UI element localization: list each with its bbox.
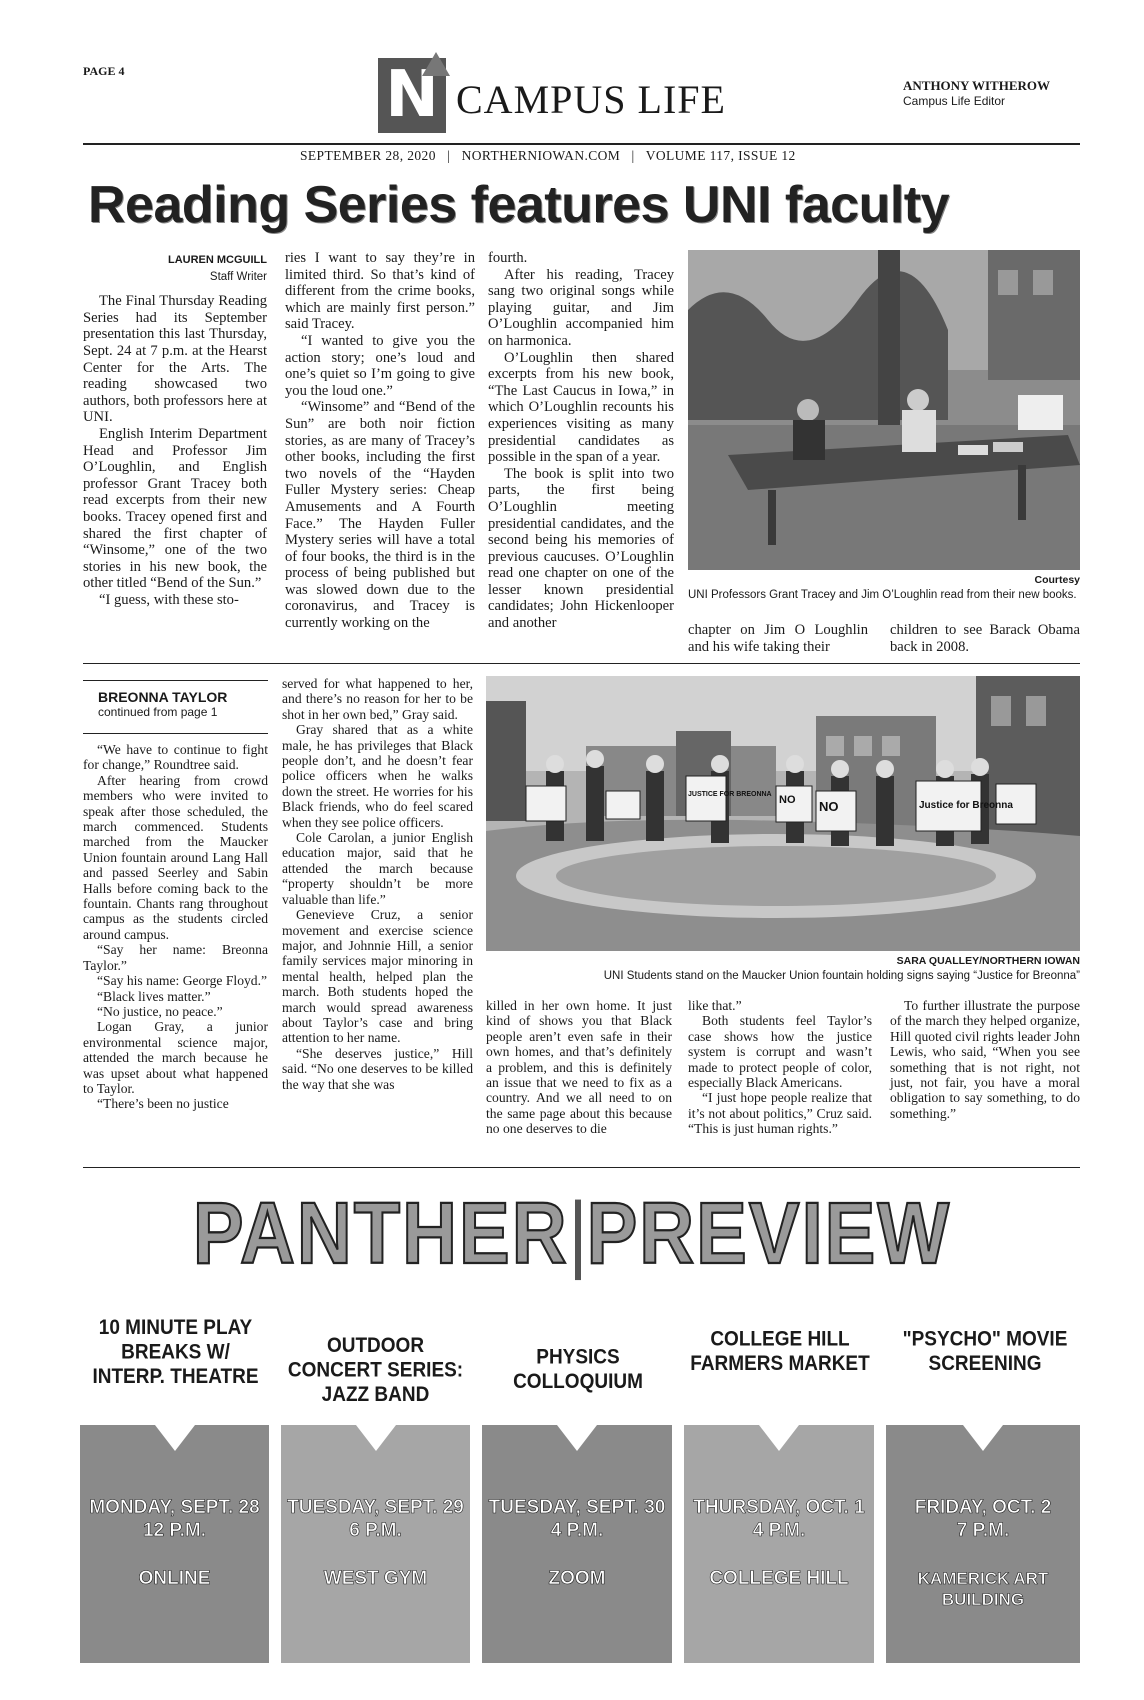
- editor-name: ANTHONY WITHEROW: [903, 78, 1050, 93]
- story2-column-5: [890, 998, 1080, 1121]
- section-editor: [903, 78, 1050, 108]
- paragraph: To further illustrate the purpose of the march they helped organize, Hill quoted civil rights leader John Lewis, who said, “When you see something that is not right, not just, not fair, you have a moral obligation to say something, to do something.”: [890, 998, 1080, 1121]
- photo-credit: SARA QUALLEY/NORTHERN IOWAN: [896, 955, 1080, 967]
- paragraph: “I wanted to give you the action story; one’s loud and one’s quiet so I’m going to give you the loud one.”: [285, 332, 475, 399]
- story1-column-2: [285, 250, 475, 632]
- paragraph: “She deserves justice,” Hill said. “No one deserves to be killed the way that she was: [282, 1045, 473, 1092]
- paragraph: Cole Carolan, a junior English education major, said that he attended the march because “property shouldn’t be more valuable than life.”: [282, 830, 473, 907]
- sign-text: Justice for Breonna: [919, 800, 1013, 811]
- photo-caption: UNI Professors Grant Tracey and Jim O’Loughlin read from their new books.: [688, 589, 1077, 601]
- kicker-rule: [83, 733, 268, 734]
- event-time: 12 P.M.: [142, 1520, 207, 1541]
- northern-iowan-logo: N: [378, 58, 446, 133]
- sign-text: JUSTICE FOR BREONNA: [688, 791, 772, 798]
- event-title: OUTDOOR CONCERT SERIES: JAZZ BAND: [287, 1334, 464, 1407]
- event-title: COLLEGE HILL FARMERS MARKET: [690, 1327, 870, 1376]
- event-card: [281, 1425, 470, 1663]
- event-day: TUESDAY, SEPT. 29: [287, 1497, 464, 1518]
- byline-role: Staff Writer: [209, 270, 267, 283]
- event-card: [684, 1425, 874, 1663]
- event-place: COLLEGE HILL: [709, 1568, 849, 1589]
- march-photo: [486, 676, 1080, 951]
- story1-column-1: [83, 252, 267, 608]
- paragraph: children to see Barack Obama back in 2008.: [890, 622, 1080, 655]
- event-card: [80, 1425, 269, 1663]
- paragraph: Gray shared that as a white male, he has privileges that Black people don’t, and he doesn’t fear police officers when he walks down the street. He worries for his Black friends, who do feel scared when they see police officers.: [282, 722, 473, 830]
- panther-preview-title: [0, 1183, 1144, 1283]
- dateline: SEPTEMBER 28, 2020 | NORTHERNIOWAN.COM | VOLUME 117, ISSUE 12: [300, 148, 796, 163]
- page-number: PAGE 4: [83, 64, 125, 78]
- event-day: FRIDAY, OCT. 2: [914, 1497, 1052, 1518]
- event-card: [886, 1425, 1080, 1663]
- event-day: MONDAY, SEPT. 28: [89, 1497, 260, 1518]
- event-day: THURSDAY, OCT. 1: [693, 1497, 865, 1518]
- photo-caption: UNI Students stand on the Maucker Union fountain holding signs saying “Justice for Breonna”: [603, 970, 1080, 982]
- paragraph: served for what happened to her, and there’s no reason for her to be shot in her own bed,” Gray said.: [282, 676, 473, 722]
- event-place: KAMERICK ART BUILDING: [917, 1569, 1049, 1609]
- story-divider: [83, 663, 1080, 664]
- editor-role: Campus Life Editor: [903, 94, 1006, 108]
- story2-column-3: [486, 998, 672, 1137]
- logo-arrow-icon: [422, 52, 450, 76]
- paragraph: “I guess, with these sto-: [99, 591, 239, 608]
- card-notch: [155, 1425, 195, 1451]
- paragraph: chapter on Jim O Loughlin and his wife taking their: [688, 622, 868, 655]
- event-title: 10 MINUTE PLAY BREAKS W/ INTERP. THEATRE: [92, 1316, 259, 1389]
- photo-illustration: [486, 676, 1080, 951]
- paragraph: “There’s been no justice: [97, 1096, 229, 1112]
- event-time: 4 P.M.: [550, 1520, 604, 1541]
- sign-text: NO: [819, 799, 839, 814]
- paragraph: “Winsome” and “Bend of the Sun” are both noir fiction stories, as are many of Tracey’s other books, including the first two novels of the “Hayden Fuller Mystery series: Cheap Amusements and A Fourth Face.” The Hayden Fuller Mystery series will have a total of four books, the third is in the process of being published but was slowed down due to the coronavirus, and Tracey is currently working on the: [285, 399, 475, 632]
- story1-column-4: [688, 622, 868, 655]
- paragraph: The Final Thursday Reading Series had its September presentation this last Thursday, Sept. 24 at 7 p.m. at the Hearst Center for the Arts. The reading showcased two authors, both professors here at UNI.: [83, 293, 267, 426]
- story2-column-1: [83, 742, 268, 1112]
- paragraph: Genevieve Cruz, a senior movement and exercise science major, and Johnnie Hill, a senior family services major minoring in mental health, helped plan the march. Both students hoped the march would spread awareness about Taylor’s case and bring attention to her name.: [282, 907, 473, 1046]
- paragraph: After hearing from crowd members who were invited to speak after those scheduled, the march commenced. Students marched from the Maucker Union fountain around Lang Hall and passed Seerley and Sabin Halls before coming back to the fountain. Chants rang throughout campus as the students circled around campus.: [83, 772, 268, 942]
- section-divider: [83, 1167, 1080, 1168]
- kicker-rule: [83, 680, 268, 681]
- kicker-title: BREONNA TAYLOR: [98, 689, 228, 705]
- story1-column-3: [488, 250, 674, 632]
- photo-credit: Courtesy: [1034, 574, 1080, 586]
- paragraph: English Interim Department Head and Professor Jim O’Loughlin, and English professor Grant Tracey both read excerpts from their new books. Tracey opened first and shared the first chapter of “Winsome,” one of the two stories in his new book, the other titled “Bend of the Sun.”: [83, 425, 267, 592]
- section-title: CAMPUS LIFE: [456, 77, 726, 122]
- paragraph: fourth.: [488, 250, 528, 266]
- event-title: PHYSICS COLLOQUIUM: [513, 1345, 643, 1394]
- section-masthead: [378, 58, 778, 138]
- story2-column-2: [282, 676, 473, 1092]
- continued-kicker: [83, 683, 268, 719]
- title-divider: [575, 1199, 581, 1280]
- paragraph: “Say his name: George Floyd.”: [97, 973, 268, 989]
- event-place: ONLINE: [138, 1568, 211, 1589]
- story2-column-4: [688, 998, 872, 1137]
- byline-author: LAUREN MCGUILL: [168, 254, 267, 266]
- card-notch: [963, 1425, 1003, 1451]
- event-time: 6 P.M.: [349, 1520, 402, 1541]
- title-right: PREVIEW: [586, 1184, 952, 1283]
- story1-column-5: [890, 622, 1080, 655]
- paragraph: O’Loughlin then shared excerpts from his new book, “The Last Caucus in Iowa,” in which O’Loughlin recounts his experiences visiting as many presidential candidates as possible in the span of a year.: [488, 349, 674, 466]
- card-notch: [557, 1425, 597, 1451]
- story-headline: Reading Series features UNI faculty: [88, 176, 950, 234]
- event-card: [482, 1425, 672, 1663]
- paragraph: killed in her own home. It just kind of shows you that Black people aren’t even safe in their own homes, and that’s definitely a problem, and this is definitely an issue that we need to fix as a country. And we all need to on the same page about this because no one deserves to die: [486, 998, 672, 1137]
- card-notch: [759, 1425, 799, 1451]
- paragraph: “Say her name: Breonna Taylor.”: [83, 942, 268, 973]
- title-left: PANTHER: [192, 1184, 569, 1283]
- card-notch: [356, 1425, 396, 1451]
- paragraph: Logan Gray, a junior environmental science major, attended the march because he was upset about what happened to Taylor.: [83, 1019, 268, 1096]
- paragraph: like that.”: [688, 998, 742, 1013]
- paragraph: ries I want to say they’re in limited third. So that’s kind of different from the crime books, which are mainly first person.” said Tracey.: [285, 250, 475, 333]
- reading-series-photo: [688, 250, 1080, 570]
- paragraph: Both students feel Taylor’s case shows how the justice system is corrupt and wasn’t made to protect people of color, especially Black Americans.: [688, 1013, 872, 1091]
- paragraph: The book is split into two parts, the first being O’Loughlin meeting presidential candidates, and the second being his memories of previous caucuses. O’Loughlin read one chapter on one of the lesser known presidential candidates; John Hickenlooper and another: [488, 465, 674, 632]
- event-time: 4 P.M.: [752, 1520, 806, 1541]
- event-place: ZOOM: [548, 1568, 606, 1589]
- paragraph: “No justice, no peace.”: [97, 1003, 223, 1019]
- paragraph: “I just hope people realize that it’s not about politics,” Cruz said. “This is just human rights.”: [688, 1090, 872, 1137]
- paragraph: “Black lives matter.”: [97, 988, 211, 1004]
- paragraph: After his reading, Tracey sang two original songs while playing guitar, and Jim O’Loughlin accompanied him on harmonica.: [488, 266, 674, 349]
- event-day: TUESDAY, SEPT. 30: [488, 1497, 666, 1518]
- kicker-continued: continued from page 1: [98, 705, 218, 719]
- event-place: WEST GYM: [323, 1568, 428, 1589]
- event-time: 7 P.M.: [956, 1520, 1010, 1541]
- photo-illustration: [688, 250, 1080, 570]
- header-rule: [83, 143, 1080, 145]
- byline: [83, 252, 267, 285]
- paragraph: “We have to continue to fight for change,” Roundtree said.: [83, 742, 268, 773]
- event-title: "PSYCHO" MOVIE SCREENING: [902, 1327, 1068, 1376]
- sign-text: NO: [779, 794, 796, 806]
